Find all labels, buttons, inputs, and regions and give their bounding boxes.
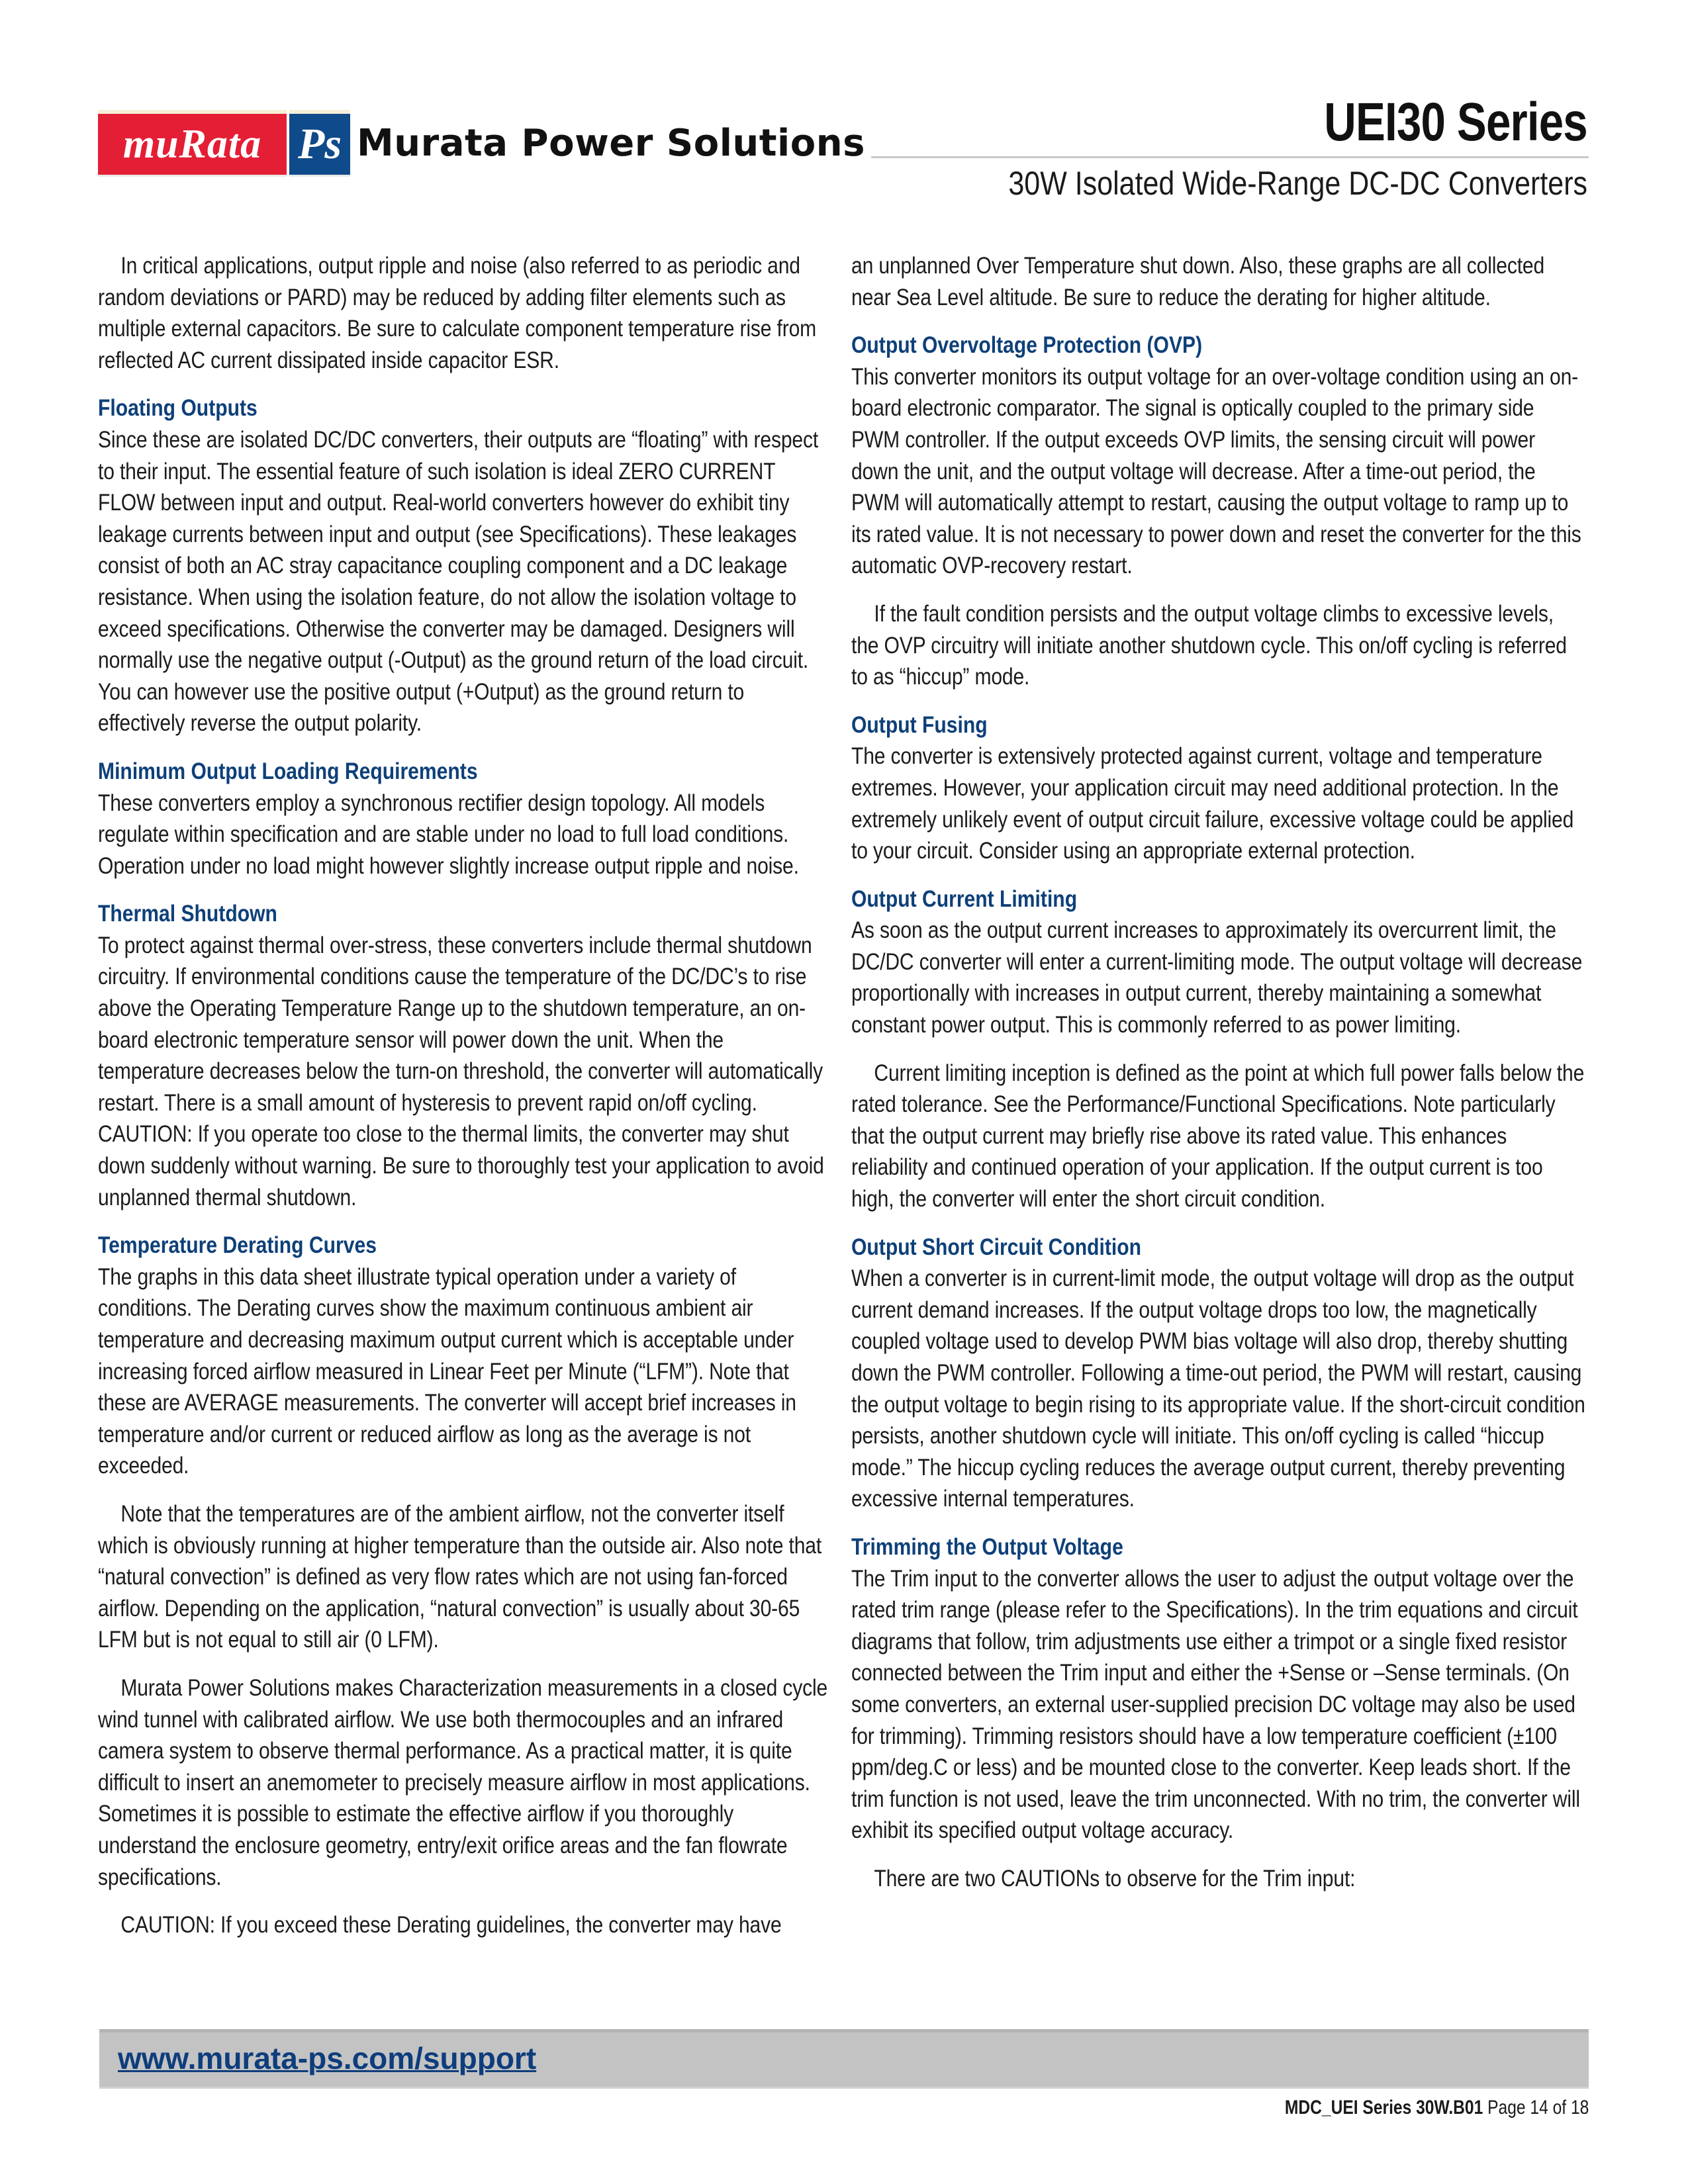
heading-minimum-output-loading: Minimum Output Loading Requirements (98, 758, 478, 784)
murata-logo-mark (98, 110, 287, 177)
series-title: UEI30 Series (1324, 92, 1587, 152)
paragraph-current-limiting-inception: Current limiting inception is defined as the point at which full power falls below the rated tolerance. See the Performance/Functional Specifications. Note particularly that the output current may briefly rise above its rated value. This enhances reliability and continued operation of your application. If the output current is too high, the converter will enter the short circuit condition. (851, 1060, 1585, 1212)
heading-short-circuit: Output Short Circuit Condition (851, 1234, 1142, 1260)
paragraph-minimum-output-loading: These converters employ a synchronous rectifier design topology. All models regulate within specification and are stable under no load to full load conditions. Operation under no load might however slightly increase output ripple and noise. (98, 790, 799, 879)
paragraph-derating-curves: The graphs in this data sheet illustrate typical operation under a variety of conditions. The Derating curves show the maximum continuous ambient air temperature and decreasing maximum output current which is acceptable under increasing forced airflow measured in Linear Feet per Minute (“LFM”). Note that these are AVERAGE measurements. The converter will accept brief increases in temperature and/or current or reduced airflow as long as the average is not exceeded. (98, 1263, 796, 1479)
heading-current-limiting: Output Current Limiting (851, 886, 1078, 912)
paragraph-thermal-shutdown: To protect against thermal over-stress, these converters include thermal shutdown circuitry. If environmental conditions cause the temperature of the DC/DC’s to rise above the Operating Temperature Range up to the shutdown temperature, an on-board electronic temperature sensor will power down the unit. When the temperature decreases below the turn-on threshold, the converter will automatically restart. There is a small amount of hysteresis to prevent rapid on/off cycling. CAUTION: If you operate too close to the thermal limits, the converter may shut down suddenly without warning. Be sure to thoroughly test your application to avoid unplanned thermal shutdown. (98, 932, 824, 1210)
heading-trimming: Trimming the Output Voltage (851, 1533, 1123, 1560)
right-column (851, 250, 1586, 1895)
support-link[interactable]: www.murata-ps.com/support (118, 2041, 537, 2075)
paragraph-ripple-noise: In critical applications, output ripple and noise (also referred to as periodic and random deviations or PARD) may be reduced by adding filter elements such as multiple external capacitors. Be sure to calculate component temperature rise from reflected AC current dissipated inside capacitor ESR. (98, 253, 817, 373)
document-id: MDC_UEI Series 30W.B01 (1284, 2097, 1483, 2118)
paragraph-derating-caution: CAUTION: If you exceed these Derating guidelines, the converter may have (120, 1912, 782, 1938)
paragraph-trimming: The Trim input to the converter allows the user to adjust the output voltage over the rated trim range (please refer to the Specifications). In the trim equations and circuit diagrams that follow, trim adjustments use either a trimpot or a single fixed resistor connected between the Trim input and either the +Sense or –Sense terminals. (On some converters, an external user-supplied precision DC voltage may also be used for trimming). Trimming resistors should have a low temperature coefficient (±100 ppm/deg.C or less) and be mounted close to the converter. Keep leads short. If the trim function is not used, leave the trim unconnected. With no trim, the converter will exhibit its specified output voltage accuracy. (851, 1565, 1580, 1844)
paragraph-derating-continued: an unplanned Over Temperature shut down. Also, these graphs are all collected near Sea Level altitude. Be sure to reduce the derating for higher altitude. (851, 253, 1545, 310)
heading-floating-outputs: Floating Outputs (98, 395, 258, 422)
paragraph-ovp: This converter monitors its output voltage for an over-voltage condition using an on-board electronic comparator. The signal is optically coupled to the primary side PWM controller. If the output exceeds OVP limits, the sensing circuit will power down the unit, and the output voltage will decrease. After a time-out period, the PWM will automatically attempt to restart, causing the output voltage to ramp up to its rated value. It is not necessary to power down and reset the converter for the this automatic OVP-recovery restart. (851, 363, 1581, 579)
paragraph-trim-cautions: There are two CAUTIONs to observe for the Trim input: (874, 1865, 1356, 1891)
paragraph-short-circuit: When a converter is in current-limit mode, the output voltage will drop as the output current demand increases. If the output voltage drops too low, the magnetically coupled voltage used to develop PWM bias voltage will also drop, thereby shutting down the PWM controller. Following a time-out period, the PWM will restart, causing the output voltage to begin rising to its appropriate value. If the short-circuit condition persists, another shutdown cycle will initiate. This on/off cycling is called “hiccup mode.” The hiccup cycling reduces the average output current, thereby preventing excessive internal temperatures. (851, 1265, 1585, 1512)
page-number: Page 14 of 18 (1487, 2097, 1589, 2118)
paragraph-floating-outputs: Since these are isolated DC/DC converters, their outputs are “floating” with respect to their input. The essential feature of such isolation is ideal ZERO CURRENT FLOW between input and output. Real-world converters however do exhibit tiny leakage currents between input and output (see Specifications). These leakages consist of both an AC stray capacitance coupling component and a DC leakage resistance. When using the isolation feature, do not allow the isolation voltage to exceed specifications. Otherwise the converter may be damaged. Designers will normally use the negative output (-Output) as the ground return of the load circuit. You can however use the positive output (+Output) as the ground return to effectively reverse the output polarity. (98, 426, 819, 737)
footer-bar (99, 2029, 1589, 2089)
heading-thermal-shutdown: Thermal Shutdown (98, 901, 277, 927)
header-divider (871, 156, 1589, 158)
murata-logo-text: muRata (122, 121, 262, 167)
left-column (98, 250, 833, 1941)
paragraph-current-limiting: As soon as the output current increases to approximately its overcurrent limit, the DC/DC converter will enter a current-limiting mode. The output voltage will decrease proportionally with increases in output current, thereby maintaining a somewhat constant power output. This is commonly referred to as power limiting. (851, 917, 1583, 1038)
murata-logo (98, 110, 865, 177)
ps-logo-mark (289, 110, 350, 177)
heading-temperature-derating: Temperature Derating Curves (98, 1232, 377, 1259)
ps-logo-text: Ps (298, 120, 342, 168)
paragraph-output-fusing: The converter is extensively protected against current, voltage and temperature extremes. However, your application circuit may need additional protection. In the extremely unlikely event of output circuit failure, excessive voltage could be applied to your circuit. Consider using an appropriate external protection. (851, 743, 1574, 864)
paragraph-characterization: Murata Power Solutions makes Characterization measurements in a closed cycle wind tunnel with calibrated airflow. We use both thermocouples and an infrared camera system to observe thermal performance. As a practical matter, it is quite difficult to insert an anemometer to precisely measure airflow in most applications. Sometimes it is possible to estimate the effective airflow if you thoroughly understand the enclosure geometry, entry/exit orifice areas and the fan flowrate specifications. (98, 1674, 828, 1890)
heading-ovp: Output Overvoltage Protection (OVP) (851, 332, 1203, 359)
paragraph-ovp-hiccup: If the fault condition persists and the output voltage climbs to excessive levels, the OVP circuitry will initiate another shutdown cycle. This on/off cycling is referred to as “hiccup” mode. (851, 600, 1567, 690)
paragraph-ambient-airflow: Note that the temperatures are of the ambient airflow, not the converter itself which is obviously running at higher temperature than the outside air. Also note that “natural convection” is defined as very flow rates which are not using fan-forced airflow. Depending on the application, “natural convection” is usually about 30-65 LFM but is not equal to still air (0 LFM). (98, 1500, 822, 1653)
footer-info (1285, 2097, 1589, 2119)
brand-name: Murata Power Solutions (357, 122, 865, 165)
series-subtitle: 30W Isolated Wide-Range DC-DC Converters (1008, 165, 1587, 202)
heading-output-fusing: Output Fusing (851, 711, 988, 738)
